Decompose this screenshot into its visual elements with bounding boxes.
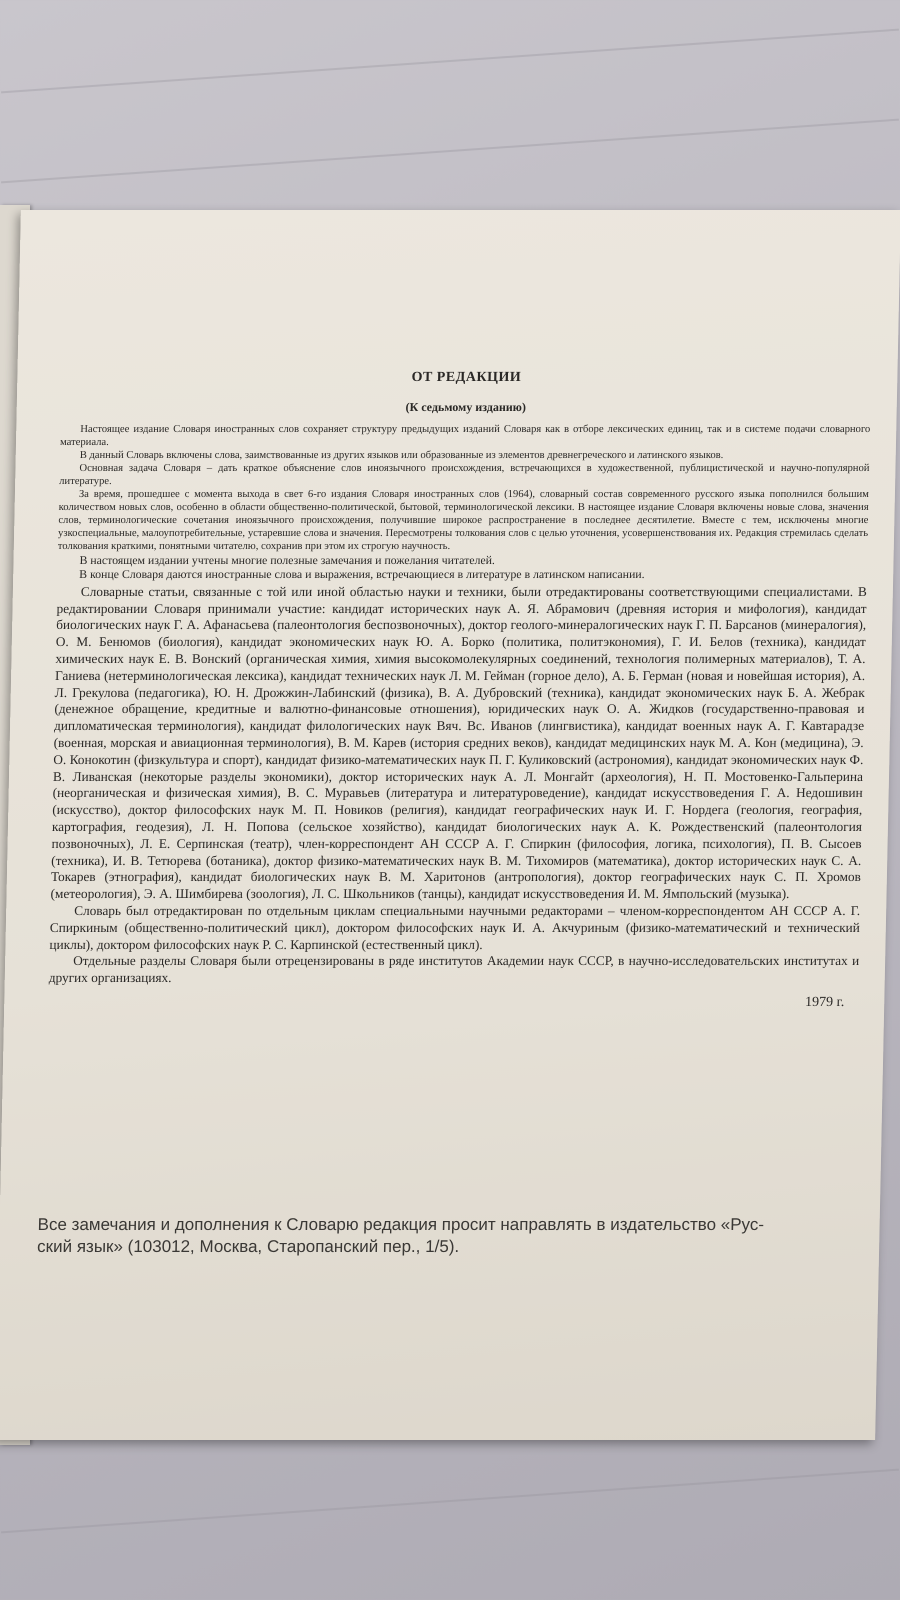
paragraph: В данный Словарь включены слова, заимствованные из других языков или образованные из элементов древнегреческого и латинского языков. [79,450,724,461]
paragraph: Словарь был отредактирован по отдельным циклам специальными научными редакторами – членом-корреспондентом АН СССР А. Г. Спиркиным (общественно-политический цикл), доктором философских наук И. А. Акчуриным (физико-математический и технический циклы), доктором философских наук Р. С. Карпинской (естественный цикл). [49,902,861,952]
footer-note [37,1214,848,1258]
footer-note-line: ский язык» (103012, Москва, Старопанский пер., 1/5). [36,1237,460,1256]
paragraph: Основная задача Словаря – дать краткое объяснение слов иноязычного происхождения, встречающихся в художественной, публицистической и научно-популярной литературе. [59,463,870,487]
contributors-section [49,584,867,987]
notes-section [57,553,868,582]
page-content [48,370,871,1011]
floor-board-line [1,119,899,184]
page-title: ОТ РЕДАКЦИИ [411,370,522,385]
floor-board-line [1,1469,899,1534]
intro-section [58,423,871,553]
footer-note-line: Все замечания и дополнения к Словарю редакция просит направлять в издательство «Рус- [37,1215,765,1234]
edition-date: 1979 г. [804,994,845,1010]
paragraph: Словарные статьи, связанные с той или иной областью науки и техники, были отредактированы соответствующими специалистами. В редактировании Словаря принимали участие: кандидат исторических наук А. Я. Абрамович (древняя история и мифология), кандидат биологических наук Г. А. Афанасьева (палеонтология беспозвоночных), доктор геолого-минералогических наук Г. П. Барсанов (минералогия), О. М. Бенюмов (биология), кандидат экономических наук Ю. А. Борко (политика, политэкономия), Г. И. Белов (техника), кандидат химических наук Е. В. Вонский (органическая химия, химия высокомолекулярных соединений, технология полимерных материалов), Т. А. Ганиева (нетерминологическая лексика), кандидат технических наук Л. М. Гейман (горное дело), А. Б. Герман (новая и новейшая история), А. Л. Грекулова (педагогика), Ю. Н. Дрожжин-Лабинский (физика), В. А. Дубровский (техника), кандидат экономических наук Б. А. Жебрак (денежное обращение, кредитные и валютно-финансовые отношения), юридических наук О. А. Жидков (государственно-правовая и дипломатическая терминология), кандидат филологических наук Вяч. Вс. Иванов (лингвистика), кандидат военных наук А. Г. Кавтарадзе (военная, морская и авиационная терминология), В. М. Карев (история средних веков), кандидат медицинских наук М. А. Кон (медицина), Э. О. Конокотин (физкультура и спорт), кандидат физико-математических наук П. Г. Куликовский (астрономия), кандидат экономических наук Ф. В. Ливанская (некоторые разделы экономики), доктор исторических наук А. Л. Монгайт (археология), Н. П. Мостовенко-Гальперина (неорганическая и физическая химия), В. С. Муравьев (литература и литературоведение), кандидат искусствоведения Г. А. Недошивин (искусство), доктор философских наук М. П. Новиков (религия), кандидат географических наук И. Г. Нордега (геология, география, картография, геодезия), Л. Н. Попова (сельское хозяйство), кандидат биологических наук А. К. Рождественский (палеонтология позвоночных), Л. Е. Серпинская (театр), член-корреспондент АН СССР А. Г. Спиркин (философия, логика, психология), П. В. Сысоев (техника), И. В. Тетюрева (ботаника), доктор физико-математических наук В. М. Тихомиров (математика), доктор исторических наук С. А. Токарев (этнография), кандидат биологических наук В. М. Харитонов (антропология), доктор географических наук С. П. Хромов (метеорология), Э. А. Шимбирева (зоология), Л. С. Школьников (танцы), кандидат искусствоведения И. М. Ямпольский (музыка). [50,583,868,902]
paragraph: В конце Словаря даются иностранные слова и выражения, встречающиеся в литературе в латинском написании. [79,567,645,582]
paragraph: Отдельные разделы Словаря были отрецензированы в ряде институтов Академии наук СССР, в научно-исследовательских институтах и других организациях. [48,953,860,986]
book-page [0,210,900,1440]
floor-board-line [1,29,899,94]
page-subtitle: (К седьмому изданию) [405,400,527,414]
paragraph: Настоящее издание Словаря иностранных слов сохраняет структуру предыдущих изданий Словаря как в отборе лексических единиц, так и в системе подачи словарного материала. [59,424,871,448]
paragraph: За время, прошедшее с момента выхода в свет 6-го издания Словаря иностранных слов (1964), словарный состав современного русского языка пополнился большим количеством новых слов, особенно в области общественно-политической, бытовой, терминологической лексики. В настоящее издание Словаря включены новые слова, значения слов, терминологические сочетания иноязычного происхождения, получившие широкое распространение в последнее десятилетие. Вместе с тем, исключены многие узкоспециальные, малоупотребительные, устаревшие слова и значения. Пересмотрены толкования слов с целью уточнения, усовершенствования их. Редакция стремилась сделать толкования краткими, понятными читателю, сохранив при этом их строгую научность. [57,489,870,552]
paragraph: В настоящем издании учтены многие полезные замечания и пожелания читателей. [79,553,496,567]
